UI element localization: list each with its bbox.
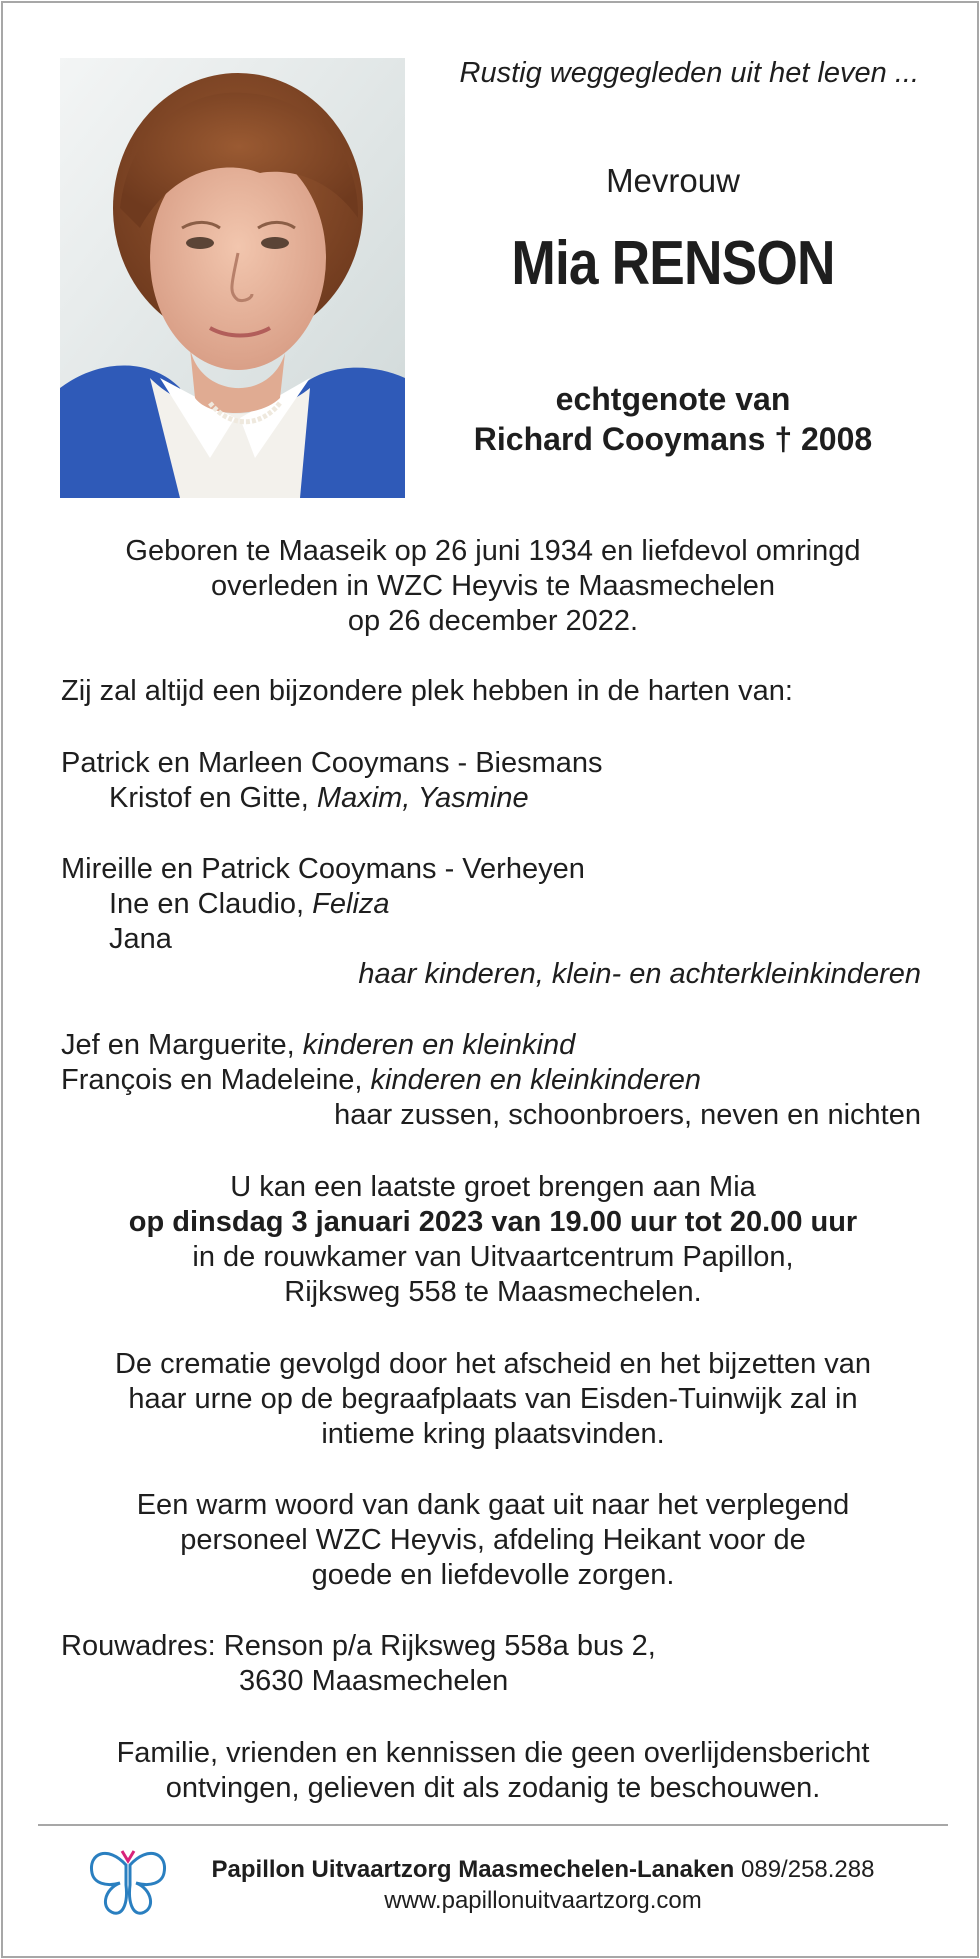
sibling-2 xyxy=(61,1063,921,1098)
footer-company-line xyxy=(173,1854,913,1885)
thanks-line-1: Een warm woord van dank gaat uit naar het verplegend xyxy=(136,1489,850,1521)
family-group-2 xyxy=(61,852,921,992)
family-2-parents: Mireille en Patrick Cooymans - Verheyen xyxy=(61,853,585,885)
obituary-card xyxy=(1,1,979,1958)
visitation-paragraph xyxy=(63,1170,923,1310)
footer-phone: 089/258.288 xyxy=(734,1856,875,1883)
birth-line-3: op 26 december 2022. xyxy=(347,605,639,637)
family-2-child-2: Jana xyxy=(109,923,172,955)
family-2-child-1 xyxy=(61,887,921,922)
family-1-child-names: Kristof en Gitte, xyxy=(109,782,317,814)
visit-line-1: U kan een laatste groet brengen aan Mia xyxy=(230,1171,756,1203)
spouse-line-1: echtgenote van xyxy=(555,381,791,417)
spouse-line-2: Richard Cooymans † 2008 xyxy=(473,421,873,457)
deceased-name: Mia RENSON xyxy=(511,229,835,298)
cremation-line-2: haar urne op de begraafplaats van Eisden-Tuinwijk zal in xyxy=(128,1383,858,1415)
mourning-address xyxy=(61,1629,921,1699)
sibling-2-relation: kinderen en kleinkinderen xyxy=(370,1064,701,1096)
thanks-line-3: goede en liefdevolle zorgen. xyxy=(311,1559,675,1591)
family-2-grandchild: Feliza xyxy=(312,888,390,920)
visit-line-3: in de rouwkamer van Uitvaartcentrum Papillon, xyxy=(192,1241,794,1273)
birth-line-1: Geboren te Maaseik op 26 juni 1934 en liefdevol omringd xyxy=(125,535,861,567)
family-group-1 xyxy=(61,746,921,816)
sibling-1-relation: kinderen en kleinkind xyxy=(302,1029,576,1061)
kids-caption: haar kinderen, klein- en achterkleinkinderen xyxy=(358,958,921,990)
visit-line-4: Rijksweg 558 te Maasmechelen. xyxy=(284,1276,702,1308)
intro-text: Zij zal altijd een bijzondere plek hebben in de harten van: xyxy=(61,675,793,707)
footer-divider xyxy=(38,1824,948,1826)
thanks-paragraph xyxy=(63,1488,923,1593)
sibling-1 xyxy=(61,1028,921,1063)
cremation-line-1: De crematie gevolgd door het afscheid en het bijzetten van xyxy=(114,1348,872,1380)
portrait-photo xyxy=(60,58,405,498)
footer-website: www.papillonuitvaartzorg.com xyxy=(384,1887,702,1914)
motto: Rustig weggegleden uit het leven ... xyxy=(459,57,919,89)
closing-line-2: ontvingen, gelieven dit als zodanig te beschouwen. xyxy=(165,1772,821,1804)
siblings-group xyxy=(61,1028,921,1133)
thanks-line-2: personeel WZC Heyvis, afdeling Heikant voor de xyxy=(180,1524,806,1556)
birth-line-2: overleden in WZC Heyvis te Maasmechelen xyxy=(210,570,776,602)
cremation-line-3: intieme kring plaatsvinden. xyxy=(321,1418,665,1450)
visit-date: op dinsdag 3 januari 2023 van 19.00 uur tot 20.00 uur xyxy=(128,1206,858,1238)
siblings-caption: haar zussen, schoonbroers, neven en nichten xyxy=(334,1099,921,1131)
birth-death-paragraph xyxy=(63,534,923,639)
family-1-children xyxy=(61,781,921,816)
footer-company: Papillon Uitvaartzorg Maasmechelen-Lanaken xyxy=(211,1856,735,1883)
address-line-2: 3630 Maasmechelen xyxy=(239,1665,509,1697)
footer-info xyxy=(173,1854,913,1916)
spouse-info xyxy=(423,379,923,459)
family-1-grandchildren: Maxim, Yasmine xyxy=(316,782,529,814)
closing-paragraph xyxy=(63,1736,923,1806)
butterfly-logo-icon xyxy=(88,1845,168,1925)
honorific: Mevrouw xyxy=(606,162,740,199)
address-line-1: Rouwadres: Renson p/a Rijksweg 558a bus 2, xyxy=(61,1630,656,1662)
closing-line-1: Familie, vrienden en kennissen die geen overlijdensbericht xyxy=(116,1737,870,1769)
family-1-parents: Patrick en Marleen Cooymans - Biesmans xyxy=(61,747,603,779)
family-2-child-1-names: Ine en Claudio, xyxy=(109,888,313,920)
sibling-2-names: François en Madeleine, xyxy=(61,1064,371,1096)
sibling-1-names: Jef en Marguerite, xyxy=(61,1029,303,1061)
cremation-paragraph xyxy=(63,1347,923,1452)
